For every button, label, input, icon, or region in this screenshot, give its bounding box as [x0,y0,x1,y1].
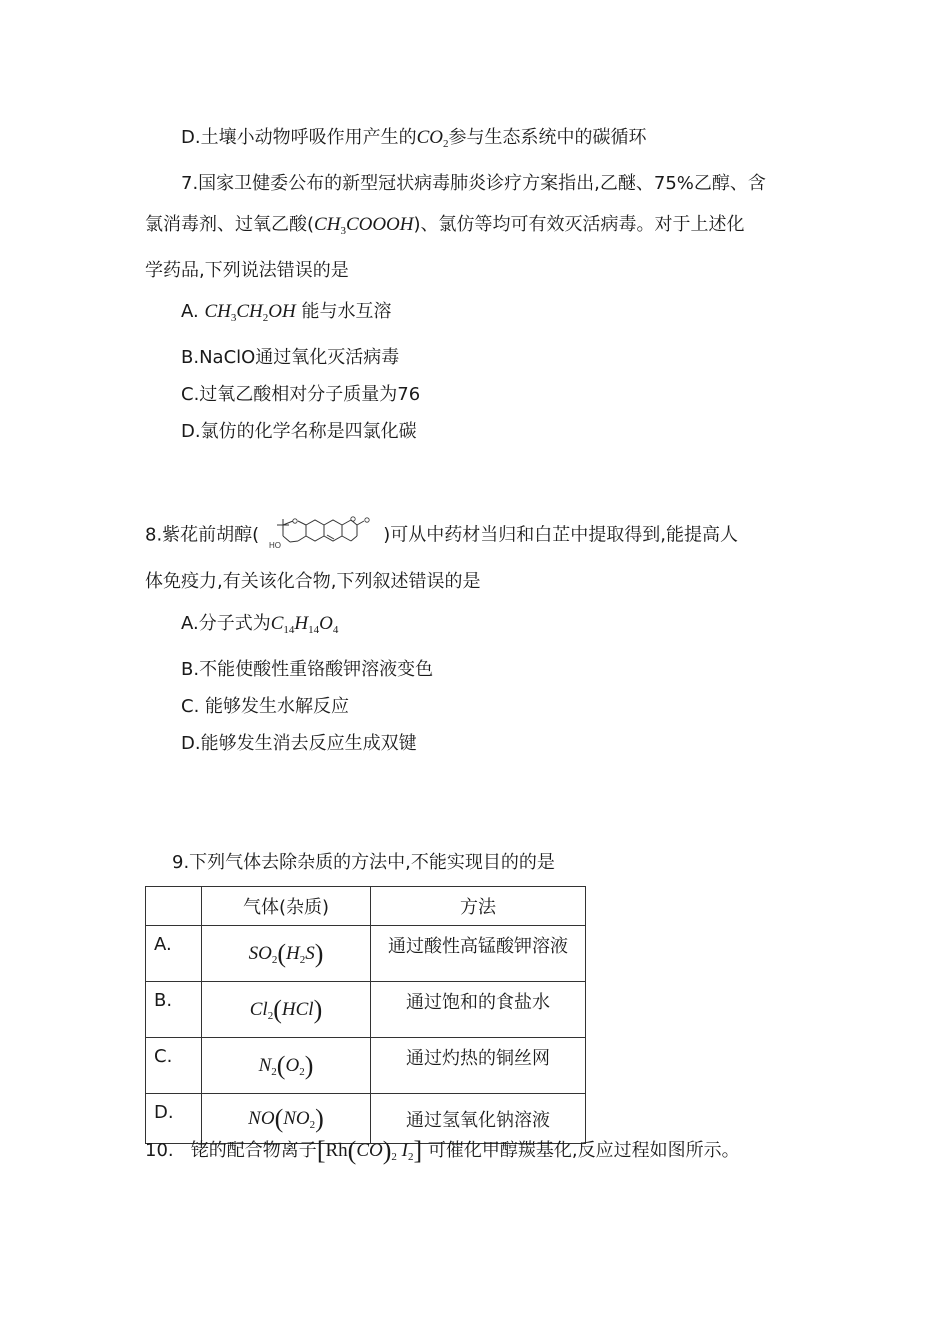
q8-option-b: B.不能使酸性重铬酸钾溶液变色 [181,659,434,680]
q7-stem-line2: 氯消毒剂、过氧乙酸$(CH_3COOOH)$、氯仿等均可有效灭活病毒。对于上述化 [145,214,745,237]
q8-option-d: D.能够发生消去反应生成双键 [181,733,417,754]
table-header-cell: 方法 [371,887,586,926]
q7-option-d: D.氯仿的化学名称是四氯化碳 [181,421,417,442]
gas-formula: $NO(NO_2)$ [202,1094,371,1144]
q8-option-a: A.分子式为$C_{14}H_{14}O_4$ [181,613,339,636]
method-text: 通过灼热的铜丝网 [371,1038,586,1094]
formula-rh-complex: [$Rh(CO)_2$ $I_2$] [316,1136,423,1165]
method-text: 通过氢氧化钠溶液 [371,1094,586,1144]
table-row [146,926,586,982]
q7-stem-line1: 7.国家卫健委公布的新型冠状病毒肺炎诊疗方案指出,乙醚、75%乙醇、含 [181,173,766,194]
q7-option-c: C.过氧乙酸相对分子质量为76 [181,384,421,405]
formula-ethanol: $CH_3CH_2OH$ [204,301,296,324]
gas-formula: $N_2(O_2)$ [202,1038,371,1094]
table-row [146,1094,586,1144]
table-header-row [146,887,586,926]
method-text: 通过酸性高锰酸钾溶液 [371,926,586,982]
method-text: 通过饱和的食盐水 [371,982,586,1038]
table-header-cell: 气体(杂质) [202,887,371,926]
row-label: C. [146,1038,202,1094]
q7-option-a: A. $CH_3CH_2OH$ 能与水互溶 [181,301,392,324]
molecule-structure-icon [265,514,377,557]
q10-stem: 10. 铑的配合物离子[$Rh(CO)_2$ $I_2$] 可催化甲醇羰基化,反应过程如图所示。 [145,1136,740,1165]
q9-table [145,886,586,1144]
svg-text:HO: HO [269,541,282,550]
row-label: D. [146,1094,202,1144]
row-label: B. [146,982,202,1038]
formula-peracetic-acid: $CH_3COOOH$ [314,214,414,237]
q8-stem-line1: 8.紫花前胡醇( HO )可从中药材当归和白芷中提取得到,能提高人 [145,514,738,557]
q7-stem-line3: 学药品,下列说法错误的是 [145,260,349,281]
row-label: A. [146,926,202,982]
table-header-cell [146,887,202,926]
q8-stem-line2: 体免疫力,有关该化合物,下列叙述错误的是 [145,571,481,592]
q8-option-c: C. 能够发生水解反应 [181,696,350,717]
table-row [146,982,586,1038]
q6-option-d: D.土壤小动物呼吸作用产生的$CO_2$参与生态系统中的碳循环 [181,127,647,150]
formula-co2: $CO_2$ [416,127,449,150]
formula-c14h14o4: $C_{14}H_{14}O_4$ [270,613,339,636]
q7-option-b: B.NaClO通过氧化灭活病毒 [181,347,400,368]
table-row [146,1038,586,1094]
gas-formula: $SO_2(H_2S)$ [202,926,371,982]
gas-formula: $Cl_2(HCl)$ [202,982,371,1038]
q9-stem: 9.下列气体去除杂质的方法中,不能实现目的的是 [172,852,555,873]
